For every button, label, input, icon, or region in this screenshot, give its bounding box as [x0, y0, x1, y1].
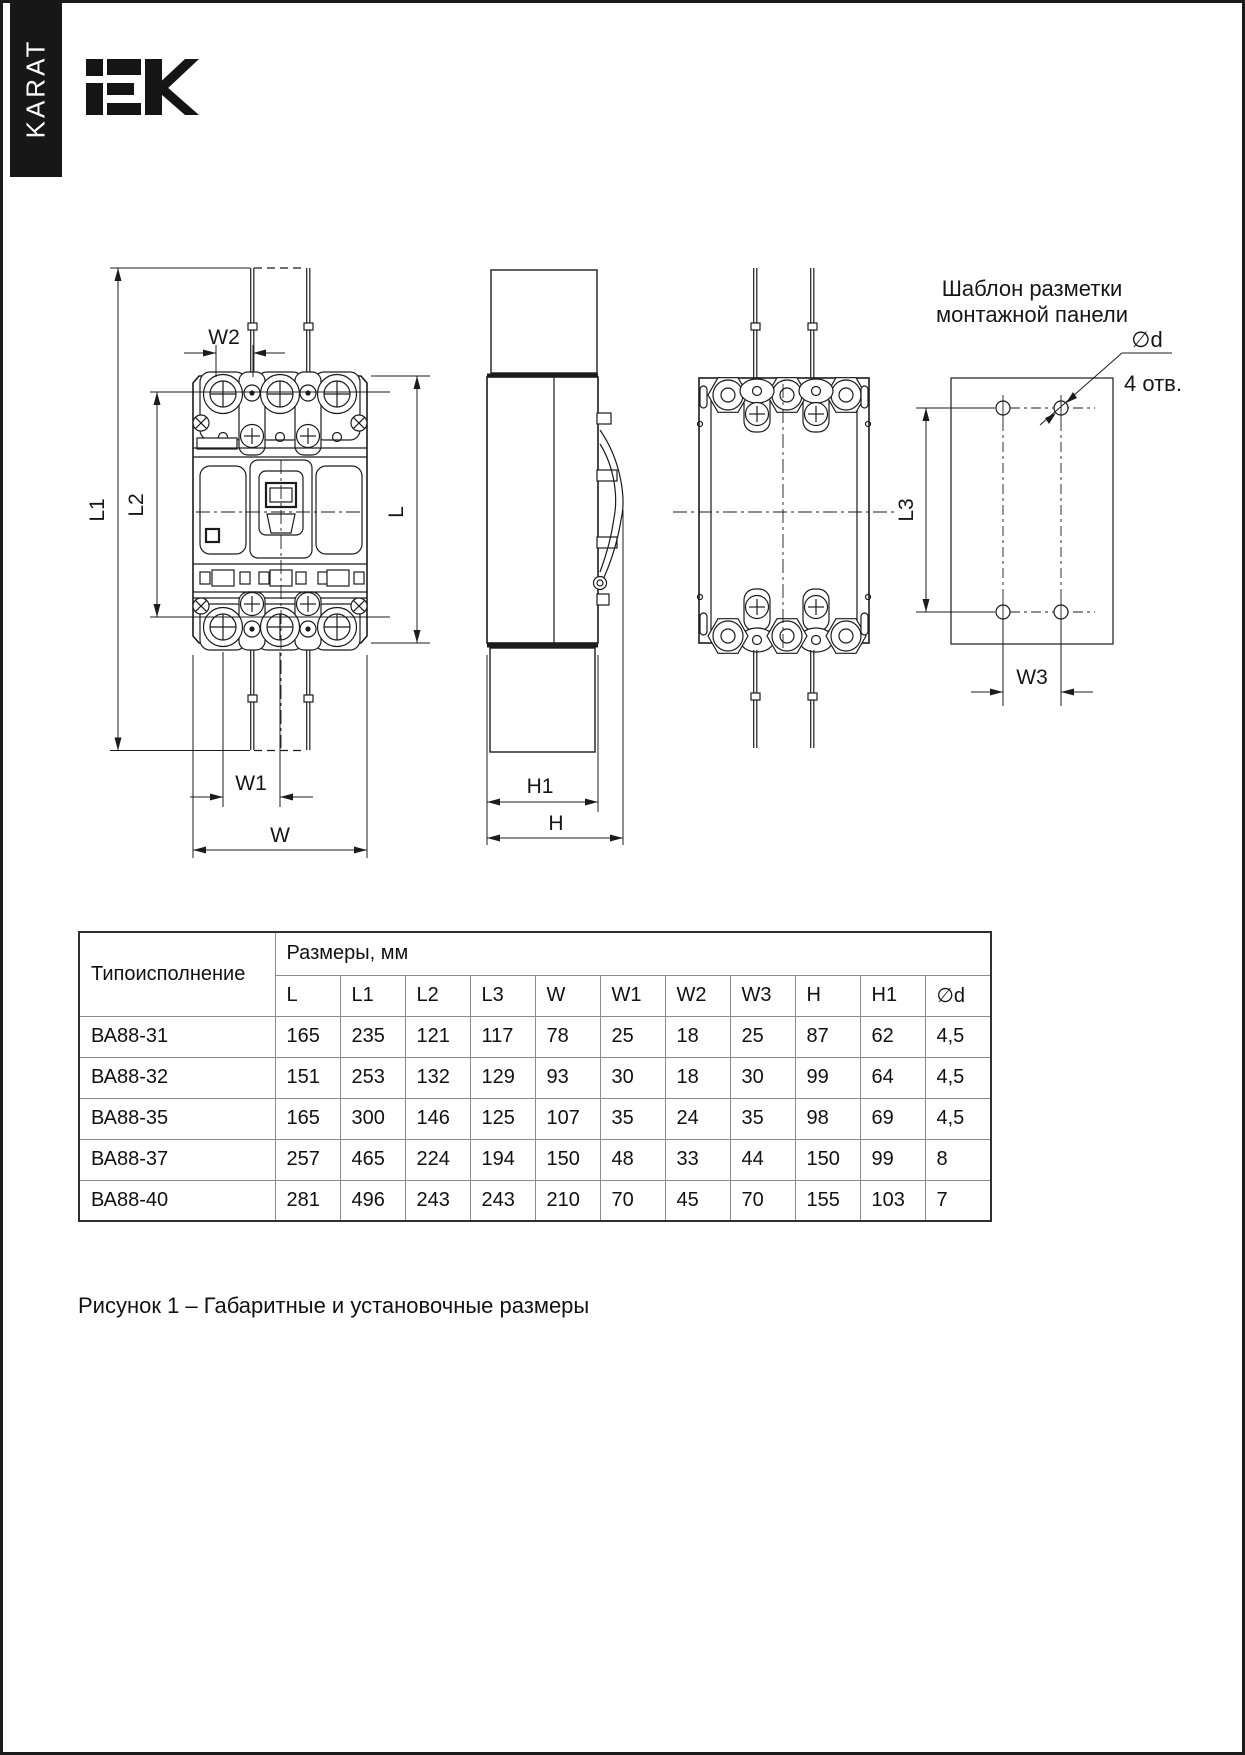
dimension-cell: 4,5 — [925, 1098, 991, 1139]
column-header-type: Типоисполнение — [79, 932, 275, 1016]
dimension-cell: 224 — [405, 1139, 470, 1180]
dimension-cell: 93 — [535, 1057, 600, 1098]
dimension-cell: 99 — [860, 1139, 925, 1180]
dimension-cell: 210 — [535, 1180, 600, 1221]
column-header-L: L — [275, 975, 340, 1016]
table-row — [79, 1016, 991, 1057]
dimension-cell: 150 — [795, 1139, 860, 1180]
side-view-drawing — [487, 270, 623, 752]
dimension-cell: 155 — [795, 1180, 860, 1221]
column-header-W2: W2 — [665, 975, 730, 1016]
dimension-cell: 33 — [665, 1139, 730, 1180]
dimension-cell: 30 — [600, 1057, 665, 1098]
holes-count-label: 4 отв. — [1124, 371, 1182, 396]
dimension-cell: 243 — [405, 1180, 470, 1221]
table-row — [79, 1180, 991, 1221]
dimension-cell: 129 — [470, 1057, 535, 1098]
side-view-dimensions — [487, 510, 623, 845]
dimensions-table-wrapper — [78, 931, 992, 1222]
dim-label-w2: W2 — [208, 326, 240, 349]
dim-label-w: W — [270, 824, 290, 847]
dim-label-l2: L2 — [125, 493, 148, 517]
dim-label-l1: L1 — [86, 498, 109, 522]
row-label: ВА88-37 — [79, 1139, 275, 1180]
dimension-cell: 4,5 — [925, 1057, 991, 1098]
dimension-cell: 70 — [600, 1180, 665, 1221]
dimension-cell: 25 — [600, 1016, 665, 1057]
mounting-template-drawing — [951, 353, 1172, 644]
dimension-cell: 44 — [730, 1139, 795, 1180]
dimension-cell: 107 — [535, 1098, 600, 1139]
table-row — [79, 1098, 991, 1139]
row-label: ВА88-32 — [79, 1057, 275, 1098]
dimension-cell: 70 — [730, 1180, 795, 1221]
dimension-cell: 235 — [340, 1016, 405, 1057]
dimension-cell: 30 — [730, 1057, 795, 1098]
dimension-cell: 45 — [665, 1180, 730, 1221]
dimension-cell: 243 — [470, 1180, 535, 1221]
dimension-cell: 496 — [340, 1180, 405, 1221]
dimension-cell: 121 — [405, 1016, 470, 1057]
dimension-cell: 253 — [340, 1057, 405, 1098]
dim-label-l3: L3 — [895, 498, 918, 522]
dimension-cell: 62 — [860, 1016, 925, 1057]
row-label: ВА88-31 — [79, 1016, 275, 1057]
dimension-cell: 300 — [340, 1098, 405, 1139]
dimension-cell: 48 — [600, 1139, 665, 1180]
dimension-cell: 25 — [730, 1016, 795, 1057]
dimension-cell: 18 — [665, 1057, 730, 1098]
dim-label-w3: W3 — [1016, 666, 1048, 689]
dimension-cell: 103 — [860, 1180, 925, 1221]
dimension-cell: 8 — [925, 1139, 991, 1180]
dimension-cell: 150 — [535, 1139, 600, 1180]
hole-diameter-label: ∅d — [1131, 327, 1163, 352]
dim-label-h1: H1 — [526, 775, 554, 798]
column-header-W: W — [535, 975, 600, 1016]
column-header-W1: W1 — [600, 975, 665, 1016]
dimension-cell: 117 — [470, 1016, 535, 1057]
dimension-cell: 69 — [860, 1098, 925, 1139]
dimension-cell: 98 — [795, 1098, 860, 1139]
dimension-cell: 35 — [730, 1098, 795, 1139]
column-header-L1: L1 — [340, 975, 405, 1016]
dimension-cell: 257 — [275, 1139, 340, 1180]
dimension-cell: 132 — [405, 1057, 470, 1098]
column-group-header-dimensions: Размеры, мм — [275, 932, 991, 975]
dimension-cell: 281 — [275, 1180, 340, 1221]
dimension-cell: 4,5 — [925, 1016, 991, 1057]
dimension-cell: 87 — [795, 1016, 860, 1057]
dimension-cell: 78 — [535, 1016, 600, 1057]
dimension-cell: 165 — [275, 1098, 340, 1139]
row-label: ВА88-40 — [79, 1180, 275, 1221]
dimension-cell: 146 — [405, 1098, 470, 1139]
column-header-L2: L2 — [405, 975, 470, 1016]
dimension-cell: 35 — [600, 1098, 665, 1139]
dimension-cell: 194 — [470, 1139, 535, 1180]
row-label: ВА88-35 — [79, 1098, 275, 1139]
figure-caption: Рисунок 1 – Габаритные и установочные размеры — [78, 1293, 590, 1318]
column-header-dd: ∅d — [925, 975, 991, 1016]
back-view-drawing — [673, 268, 895, 748]
dimension-cell: 24 — [665, 1098, 730, 1139]
dimension-cell: 165 — [275, 1016, 340, 1057]
column-header-H: H — [795, 975, 860, 1016]
dimension-cell: 125 — [470, 1098, 535, 1139]
dimension-cell: 7 — [925, 1180, 991, 1221]
dim-label-h: H — [548, 812, 564, 835]
table-row — [79, 1139, 991, 1180]
template-title-line1: Шаблон разметки — [941, 276, 1123, 301]
column-header-L3: L3 — [470, 975, 535, 1016]
table-row — [79, 1057, 991, 1098]
dim-label-l: L — [385, 506, 408, 518]
column-header-H1: H1 — [860, 975, 925, 1016]
dimensions-table — [78, 931, 992, 1222]
karat-label: KARAT — [20, 38, 51, 139]
front-view-dimensions — [110, 268, 430, 858]
dim-label-w1: W1 — [235, 772, 267, 795]
dimension-cell: 18 — [665, 1016, 730, 1057]
dimension-cell: 151 — [275, 1057, 340, 1098]
template-title-line2: монтажной панели — [935, 302, 1129, 327]
dimension-cell: 465 — [340, 1139, 405, 1180]
dimension-cell: 64 — [860, 1057, 925, 1098]
dimension-cell: 99 — [795, 1057, 860, 1098]
column-header-W3: W3 — [730, 975, 795, 1016]
mounting-template-dimensions — [916, 408, 1093, 706]
